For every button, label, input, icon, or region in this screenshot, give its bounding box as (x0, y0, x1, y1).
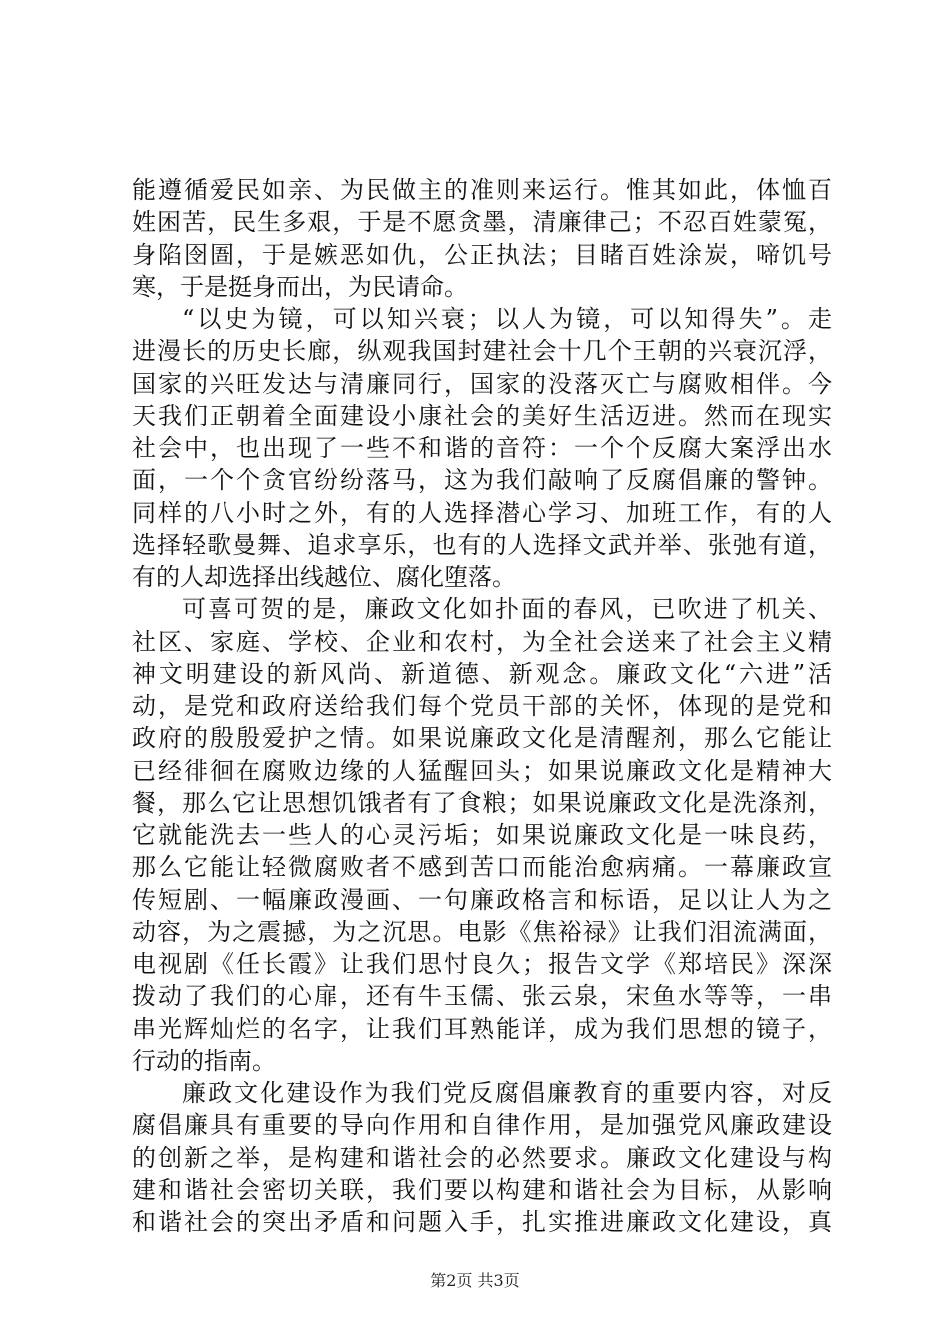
text-line: 腐倡廉具有重要的导向作用和自律作用，是加强党风廉政建设 (132, 1111, 832, 1140)
text-line: 社会中，也出现了一些不和谐的音符：一个个反腐大案浮出水 (132, 434, 832, 462)
text-line: 它就能洗去一些人的心灵污垢；如果说廉政文化是一味良药， (132, 821, 832, 849)
text-line: 选择轻歌曼舞、追求享乐，也有的人选择文武并举、张弛有道， (132, 530, 832, 559)
text-line: 进漫长的历史长廊，纵观我国封建社会十几个王朝的兴衰沉浮， (132, 337, 832, 366)
text-line: 姓困苦，民生多艰，于是不愿贪墨，清廉律己；不忍百姓蒙冤， (132, 208, 832, 237)
text-line: 天我们正朝着全面建设小康社会的美好生活迈进。然而在现实 (132, 401, 832, 430)
text-line: 电视剧《任长霞》让我们思忖良久；报告文学《郑培民》深深 (132, 950, 832, 978)
text-line: 同样的八小时之外，有的人选择潜心学习、加班工作，有的人 (132, 498, 832, 527)
text-line: 政府的殷殷爱护之情。如果说廉政文化是清醒剂，那么它能让 (132, 724, 832, 753)
paragraph-first-line: 可喜可贺的是，廉政文化如扑面的春风，已吹进了机关、 (182, 595, 832, 624)
text-line: 行动的指南。 (132, 1046, 276, 1075)
text-line: 已经徘徊在腐败边缘的人猛醒回头；如果说廉政文化是精神大 (132, 756, 832, 785)
page-number-footer: 第2页 共3页 (430, 1271, 520, 1290)
paragraph-first-line: “以史为镜，可以知兴衰；以人为镜，可以知得失”。走 (182, 305, 832, 333)
text-line: 面，一个个贪官纷纷落马，这为我们敲响了反腐倡廉的警钟。 (132, 466, 832, 495)
document-body (132, 174, 832, 1238)
paragraph-first-line: 廉政文化建设作为我们党反腐倡廉教育的重要内容，对反 (182, 1079, 832, 1107)
text-line: 寒，于是挺身而出，为民请命。 (132, 272, 468, 301)
text-line: 国家的兴旺发达与清廉同行，国家的没落灭亡与腐败相伴。今 (132, 369, 832, 398)
text-line: 动容，为之震撼，为之沉思。电影《焦裕禄》让我们泪流满面， (132, 917, 832, 946)
text-line: 和谐社会的突出矛盾和问题入手，扎实推进廉政文化建设，真 (132, 1208, 832, 1236)
text-line: 的创新之举，是构建和谐社会的必然要求。廉政文化建设与构 (132, 1143, 832, 1172)
text-line: 传短剧、一幅廉政漫画、一句廉政格言和标语，足以让人为之 (132, 885, 832, 914)
text-line: 串光辉灿烂的名字，让我们耳熟能详，成为我们思想的镜子， (132, 1014, 832, 1043)
text-line: 动，是党和政府送给我们每个党员干部的关怀，体现的是党和 (132, 692, 832, 720)
text-line: 拨动了我们的心扉，还有牛玉儒、张云泉，宋鱼水等等，一串 (132, 982, 832, 1011)
text-line: 那么它能让轻微腐败者不感到苦口而能治愈病痛。一幕廉政宣 (132, 853, 832, 882)
text-line: 神文明建设的新风尚、新道德、新观念。廉政文化“六进”活 (132, 659, 832, 688)
text-line: 身陷囹圄，于是嫉恶如仇，公正执法；目睹百姓涂炭，啼饥号 (132, 240, 832, 269)
text-line: 社区、家庭、学校、企业和农村，为全社会送来了社会主义精 (132, 627, 832, 656)
text-line: 餐，那么它让思想饥饿者有了食粮；如果说廉政文化是洗涤剂， (132, 788, 832, 817)
text-line: 建和谐社会密切关联，我们要以构建和谐社会为目标，从影响 (132, 1175, 832, 1204)
text-line: 有的人却选择出线越位、腐化堕落。 (132, 563, 516, 591)
text-line: 能遵循爱民如亲、为民做主的准则来运行。惟其如此，体恤百 (132, 176, 832, 204)
